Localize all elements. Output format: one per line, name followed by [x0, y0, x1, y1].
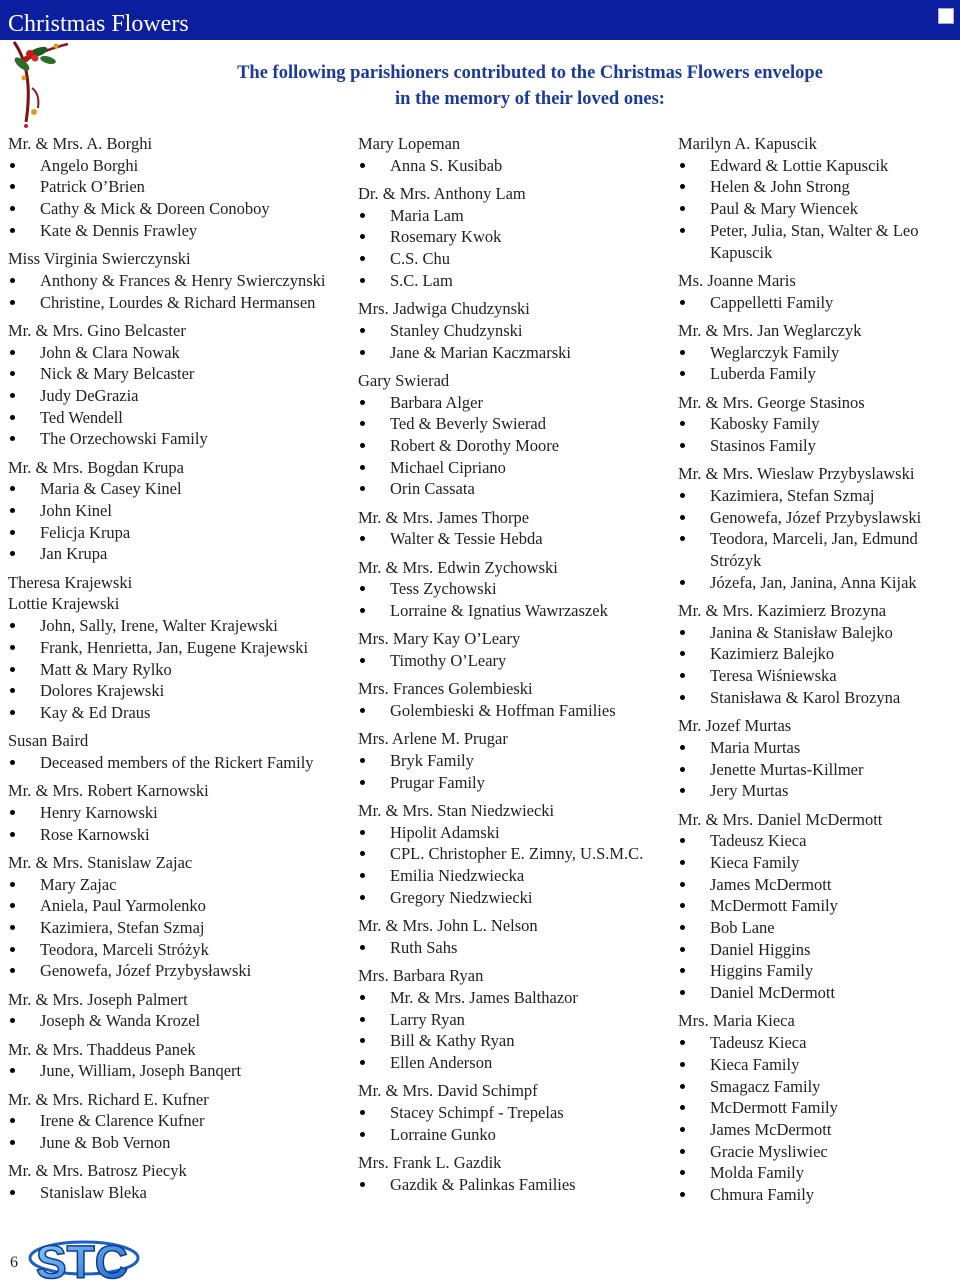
memorial-list-item: Kieca Family: [678, 1054, 958, 1076]
memorial-list: [8, 270, 353, 313]
memorial-list: [358, 937, 676, 959]
memorial-list-item: Luberda Family: [678, 363, 958, 385]
memorial-list-item: Paul & Mary Wiencek: [678, 198, 958, 220]
memorial-list-item: Patrick O’Brien: [8, 176, 353, 198]
memorial-list-item: John Kinel: [8, 500, 353, 522]
donor-name: Mrs. Barbara Ryan: [358, 966, 484, 986]
memorial-list-item: Timothy O’Leary: [358, 650, 676, 672]
memorial-list-item: John & Clara Nowak: [8, 342, 353, 364]
page-number: 6: [10, 1254, 18, 1271]
memorial-list: [8, 752, 353, 774]
donor-name: Mrs. Jadwiga Chudzynski: [358, 299, 530, 319]
memorial-list-item: Stanisława & Karol Brozyna: [678, 687, 958, 709]
memorial-list-item: James McDermott: [678, 874, 958, 896]
donor-name: Mr. & Mrs. A. Borghi: [8, 134, 153, 153]
memorial-list-item: Maria Murtas: [678, 737, 958, 759]
memorial-list: [358, 528, 676, 550]
subtitle-line-2: in the memory of their loved ones:: [395, 89, 665, 109]
memorial-list-item: Hipolit Adamski: [358, 822, 676, 844]
memorial-list-item: Mary Zajac: [8, 874, 353, 896]
donor-name: Mr. & Mrs. Bogdan Krupa: [8, 457, 184, 477]
memorial-list: [678, 622, 958, 709]
memorial-list-item: Edward & Lottie Kapuscik: [678, 155, 958, 177]
memorial-list-item: Golembieski & Hoffman Families: [358, 700, 676, 722]
donor-name: Mr. & Mrs. Joseph Palmert: [8, 989, 188, 1009]
memorial-list-item: Weglarczyk Family: [678, 342, 958, 364]
donor-group: [8, 248, 353, 313]
donor-name: Mr. & Mrs. Stan Niedzwiecki: [358, 801, 555, 821]
memorial-list-item: Gregory Niedzwiecki: [358, 887, 676, 909]
memorial-list: [8, 1010, 353, 1032]
donor-group: [358, 370, 676, 500]
donor-name: Mr. & Mrs. Batrosz Piecyk: [8, 1161, 187, 1181]
memorial-list: [358, 205, 676, 292]
donor-name: Mr. & Mrs. Thaddeus Panek: [8, 1039, 196, 1059]
memorial-list-item: Maria Lam: [358, 205, 676, 227]
memorial-list: [358, 1174, 676, 1196]
memorial-list: [678, 342, 958, 385]
memorial-list-item: Emilia Niedzwiecka: [358, 865, 676, 887]
memorial-list: [358, 155, 676, 177]
donor-group: [8, 730, 353, 773]
memorial-list-item: Cathy & Mick & Doreen Conoboy: [8, 198, 353, 220]
memorial-list-item: Teodora, Marceli Stróżyk: [8, 939, 353, 961]
memorial-list-item: Kieca Family: [678, 852, 958, 874]
memorial-list-item: Nick & Mary Belcaster: [8, 363, 353, 385]
donor-group: [358, 678, 676, 721]
donor-name: Mr. & Mrs. Richard E. Kufner: [8, 1089, 209, 1109]
memorial-list-item: Maria & Casey Kinel: [8, 478, 353, 500]
memorial-list-item: Genowefa, Józef Przybysławski: [8, 960, 353, 982]
memorial-list: [358, 392, 676, 501]
memorial-list-item: Kazimiera, Stefan Szmaj: [678, 485, 958, 507]
donor-name: Mr. & Mrs. Robert Karnowski: [8, 781, 209, 801]
memorial-list-item: Anna S. Kusibab: [358, 155, 676, 177]
memorial-list: [358, 700, 676, 722]
memorial-list-item: Matt & Mary Rylko: [8, 659, 353, 681]
donor-name: Gary Swierad: [358, 370, 450, 390]
memorial-list-item: Judy DeGrazia: [8, 385, 353, 407]
memorial-list-item: Peter, Julia, Stan, Walter & Leo Kapuscik: [678, 220, 958, 263]
memorial-list-item: Deceased members of the Rickert Family: [8, 752, 353, 774]
memorial-list: [358, 750, 676, 793]
column-2: [358, 133, 676, 1202]
memorial-list-item: Ellen Anderson: [358, 1052, 676, 1074]
donor-name: Marilyn A. Kapuscik: [678, 134, 817, 153]
memorial-list-item: Rose Karnowski: [8, 824, 353, 846]
memorial-list: [8, 1182, 353, 1204]
memorial-list-item: Bob Lane: [678, 917, 958, 939]
memorial-list: [358, 650, 676, 672]
donor-name: Ms. Joanne Maris: [678, 270, 796, 290]
memorial-list: [358, 320, 676, 363]
page-title: Christmas Flowers: [8, 11, 189, 37]
memorial-list-item: Chmura Family: [678, 1184, 958, 1206]
memorial-list: [678, 1032, 958, 1206]
memorial-list-item: Molda Family: [678, 1162, 958, 1184]
subtitle-line-1: The following parishioners contributed to the Christmas Flowers envelope: [237, 63, 823, 83]
memorial-list-item: The Orzechowski Family: [8, 428, 353, 450]
memorial-list-item: Jan Krupa: [8, 543, 353, 565]
memorial-list-item: Frank, Henrietta, Jan, Eugene Krajewski: [8, 637, 353, 659]
memorial-list-item: Stanley Chudzynski: [358, 320, 676, 342]
memorial-list-item: Tadeusz Kieca: [678, 830, 958, 852]
donor-name: Lottie Krajewski: [8, 594, 120, 614]
donor-name: Mr. & Mrs. Wieslaw Przybyslawski: [678, 464, 915, 484]
memorial-list-item: Kabosky Family: [678, 413, 958, 435]
memorial-list: [8, 1110, 353, 1153]
memorial-list: [358, 578, 676, 621]
memorial-list: [678, 413, 958, 456]
memorial-list-item: Aniela, Paul Yarmolenko: [8, 895, 353, 917]
donor-group: [358, 1152, 676, 1195]
logo-text: STC: [36, 1236, 128, 1280]
donor-group: [358, 133, 676, 176]
memorial-list-item: McDermott Family: [678, 895, 958, 917]
memorial-list-item: Teodora, Marceli, Jan, Edmund Strózyk: [678, 528, 958, 571]
donor-name: Mr. & Mrs. George Stasinos: [678, 392, 865, 412]
corner-square: [938, 8, 954, 24]
donor-group: [8, 1089, 353, 1154]
memorial-list-item: CPL. Christopher E. Zimny, U.S.M.C.: [358, 843, 676, 865]
stc-logo-icon: [22, 1228, 140, 1280]
memorial-list: [678, 292, 958, 314]
memorial-list-item: Kazimiera, Stefan Szmaj: [8, 917, 353, 939]
donor-name: Mary Lopeman: [358, 134, 461, 153]
memorial-list-item: Teresa Wiśniewska: [678, 665, 958, 687]
memorial-list-item: James McDermott: [678, 1119, 958, 1141]
donor-group: [678, 463, 958, 593]
memorial-list-item: Tadeusz Kieca: [678, 1032, 958, 1054]
donor-group: [8, 320, 353, 450]
memorial-list-item: Ted & Beverly Swierad: [358, 413, 676, 435]
memorial-list-item: Genowefa, Józef Przybyslawski: [678, 507, 958, 529]
memorial-list-item: Kate & Dennis Frawley: [8, 220, 353, 242]
memorial-list: [358, 1102, 676, 1145]
donor-group: [358, 183, 676, 292]
memorial-list-item: Helen & John Strong: [678, 176, 958, 198]
memorial-list: [358, 822, 676, 909]
column-3: [678, 133, 958, 1212]
memorial-list-item: Joseph & Wanda Krozel: [8, 1010, 353, 1032]
memorial-list-item: Jenette Murtas-Killmer: [678, 759, 958, 781]
memorial-list-item: Angelo Borghi: [8, 155, 353, 177]
donor-name: Mr. & Mrs. Edwin Zychowski: [358, 557, 558, 577]
memorial-list-item: Stanislaw Bleka: [8, 1182, 353, 1204]
donor-group: [678, 809, 958, 1004]
subtitle: [150, 60, 910, 112]
donor-name: Mr. & Mrs. David Schimpf: [358, 1081, 538, 1101]
memorial-list-item: Barbara Alger: [358, 392, 676, 414]
memorial-list-item: C.S. Chu: [358, 248, 676, 270]
donor-group: [8, 780, 353, 845]
donor-group: [358, 507, 676, 550]
memorial-list-item: Kay & Ed Draus: [8, 702, 353, 724]
memorial-list-item: June, William, Joseph Banqert: [8, 1060, 353, 1082]
memorial-list-item: Irene & Clarence Kufner: [8, 1110, 353, 1132]
memorial-list: [8, 874, 353, 983]
memorial-list-item: S.C. Lam: [358, 270, 676, 292]
memorial-list-item: Prugar Family: [358, 772, 676, 794]
memorial-list-item: Dolores Krajewski: [8, 680, 353, 702]
memorial-list-item: Robert & Dorothy Moore: [358, 435, 676, 457]
donor-name: Mr. & Mrs. Daniel McDermott: [678, 809, 883, 829]
donor-group: [8, 1039, 353, 1082]
memorial-list-item: Kazimierz Balejko: [678, 643, 958, 665]
memorial-list-item: Daniel McDermott: [678, 982, 958, 1004]
memorial-list: [8, 342, 353, 451]
donor-group: [678, 133, 958, 263]
donor-group: [358, 628, 676, 671]
memorial-list-item: Lorraine & Ignatius Wawrzaszek: [358, 600, 676, 622]
donor-name: Mr. & Mrs. Gino Belcaster: [8, 320, 186, 340]
memorial-list-item: Rosemary Kwok: [358, 226, 676, 248]
donor-group: [8, 572, 353, 724]
memorial-list: [8, 478, 353, 565]
donor-group: [358, 800, 676, 909]
memorial-list-item: Christine, Lourdes & Richard Hermansen: [8, 292, 353, 314]
memorial-list-item: John, Sally, Irene, Walter Krajewski: [8, 615, 353, 637]
memorial-list-item: Jane & Marian Kaczmarski: [358, 342, 676, 364]
donor-name: Theresa Krajewski: [8, 572, 133, 592]
donor-name: Miss Virginia Swierczynski: [8, 249, 191, 269]
donor-group: [358, 298, 676, 363]
memorial-list: [358, 987, 676, 1074]
donor-name: Mrs. Arlene M. Prugar: [358, 729, 508, 749]
memorial-list: [678, 485, 958, 594]
memorial-list-item: Józefa, Jan, Janina, Anna Kijak: [678, 572, 958, 594]
memorial-list-item: Mr. & Mrs. James Balthazor: [358, 987, 676, 1009]
donor-group: [358, 557, 676, 622]
donor-group: [8, 989, 353, 1032]
donor-group: [678, 270, 958, 313]
memorial-list-item: Jery Murtas: [678, 780, 958, 802]
donor-name: Mrs. Mary Kay O’Leary: [358, 629, 521, 649]
memorial-list-item: Stacey Schimpf - Trepelas: [358, 1102, 676, 1124]
memorial-list-item: Tess Zychowski: [358, 578, 676, 600]
memorial-list-item: Ruth Sahs: [358, 937, 676, 959]
memorial-list-item: Gracie Mysliwiec: [678, 1141, 958, 1163]
donor-group: [358, 728, 676, 793]
memorial-list-item: Larry Ryan: [358, 1009, 676, 1031]
donor-name: Mrs. Frances Golembieski: [358, 679, 533, 699]
memorial-list-item: Higgins Family: [678, 960, 958, 982]
donor-name: Mr. & Mrs. Kazimierz Brozyna: [678, 601, 887, 621]
memorial-list-item: Lorraine Gunko: [358, 1124, 676, 1146]
memorial-list-item: Walter & Tessie Hebda: [358, 528, 676, 550]
donor-name: Mrs. Frank L. Gazdik: [358, 1152, 502, 1172]
donor-group: [8, 852, 353, 982]
memorial-list-item: Bryk Family: [358, 750, 676, 772]
donor-group: [358, 915, 676, 958]
memorial-list-item: Orin Cassata: [358, 478, 676, 500]
memorial-list-item: Felicja Krupa: [8, 522, 353, 544]
memorial-list-item: Smagacz Family: [678, 1076, 958, 1098]
donor-name: Dr. & Mrs. Anthony Lam: [358, 184, 526, 203]
memorial-list-item: Ted Wendell: [8, 407, 353, 429]
memorial-list-item: Bill & Kathy Ryan: [358, 1030, 676, 1052]
donor-name: Mr. & Mrs. John L. Nelson: [358, 916, 538, 936]
memorial-list: [8, 1060, 353, 1082]
memorial-list: [678, 830, 958, 1004]
memorial-list: [8, 155, 353, 242]
memorial-list-item: Janina & Stanisław Balejko: [678, 622, 958, 644]
holly-wreath-icon: [4, 30, 76, 130]
memorial-list: [8, 615, 353, 724]
memorial-list-item: Cappelletti Family: [678, 292, 958, 314]
memorial-list-item: Stasinos Family: [678, 435, 958, 457]
memorial-list-item: Anthony & Frances & Henry Swierczynski: [8, 270, 353, 292]
donor-group: [678, 1010, 958, 1205]
memorial-list: [678, 155, 958, 264]
donor-group: [8, 133, 353, 242]
memorial-list: [678, 737, 958, 802]
donor-group: [678, 320, 958, 385]
memorial-list-item: Michael Cipriano: [358, 457, 676, 479]
memorial-list-item: Gazdik & Palinkas Families: [358, 1174, 676, 1196]
memorial-list: [8, 802, 353, 845]
donor-name: Mr. Jozef Murtas: [678, 716, 792, 736]
donor-group: [358, 965, 676, 1074]
title-bar: [0, 0, 960, 40]
memorial-list-item: Henry Karnowski: [8, 802, 353, 824]
memorial-list-item: Daniel Higgins: [678, 939, 958, 961]
donor-name: Susan Baird: [8, 731, 89, 751]
donor-group: [678, 715, 958, 802]
donor-group: [8, 457, 353, 566]
donor-group: [678, 600, 958, 709]
donor-group: [358, 1080, 676, 1145]
column-1: [8, 133, 353, 1210]
memorial-list-item: June & Bob Vernon: [8, 1132, 353, 1154]
donor-name: Mr. & Mrs. Stanislaw Zajac: [8, 852, 193, 872]
donor-group: [678, 392, 958, 457]
donor-name: Mr. & Mrs. James Thorpe: [358, 507, 530, 527]
memorial-list-item: McDermott Family: [678, 1097, 958, 1119]
donor-name: Mrs. Maria Kieca: [678, 1011, 795, 1031]
donor-name: Mr. & Mrs. Jan Weglarczyk: [678, 320, 862, 340]
donor-group: [8, 1160, 353, 1203]
